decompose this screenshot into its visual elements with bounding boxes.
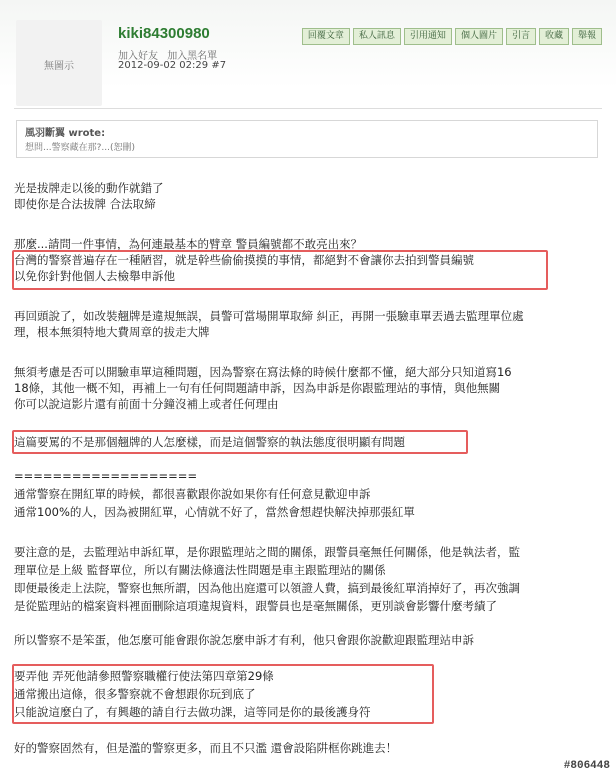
body-line: 光是拔牌走以後的動作就錯了 bbox=[14, 181, 164, 195]
add-blacklist-link[interactable]: 加入黑名單 bbox=[167, 51, 218, 62]
username-link[interactable]: kiki84300980 bbox=[118, 25, 210, 42]
quote-button[interactable]: 引言 bbox=[506, 28, 536, 45]
profile-picture-button[interactable]: 個人圖片 bbox=[455, 28, 503, 45]
watermark: #806448 bbox=[563, 760, 610, 772]
post-floor[interactable]: #7 bbox=[211, 60, 227, 71]
body-line: 通常100%的人，因為被開紅單，心情就不好了，當然會想趕快解決掉那張紅單 bbox=[14, 505, 415, 519]
separator-line: =================== bbox=[14, 469, 198, 483]
body-line: 再回頭說了，如改裝翹牌是違規無誤，員警可當場開單取締 糾正，再開一張驗車單丟過去監理單位處 bbox=[14, 309, 524, 323]
body-line: 台灣的警察普遍存在一種陋習，就是幹些偷偷摸摸的事情，都絕對不會讓你去拍到警員編號 bbox=[14, 253, 474, 267]
report-button[interactable]: 舉報 bbox=[572, 28, 602, 45]
body-line: 通常搬出這條，很多警察就不會想跟你玩到底了 bbox=[14, 687, 256, 701]
body-line: 要弄他 弄死他請參照警察職權行使法第四章第29條 bbox=[14, 669, 274, 683]
body-line: 理單位是上級 監督單位，所以有關法條適法性問題是車主跟監理站的關係 bbox=[14, 563, 386, 577]
body-line: 以免你針對他個人去檢舉申訴他 bbox=[14, 269, 175, 283]
post-actions bbox=[302, 28, 602, 45]
body-line: 理，根本無須特地大費周章的拔走大牌 bbox=[14, 325, 210, 339]
favorite-button[interactable]: 收藏 bbox=[539, 28, 569, 45]
body-line: 是從監理站的檔案資料裡面刪除這項違規資料，跟警員也是毫無關係，更別談會影響什麼考績了 bbox=[14, 599, 497, 613]
post-time: 2012-09-02 02:29 bbox=[118, 60, 209, 71]
highlight-box bbox=[12, 250, 548, 290]
avatar[interactable] bbox=[16, 20, 102, 106]
quote-notify-button[interactable]: 引用通知 bbox=[404, 28, 452, 45]
add-friend-link[interactable]: 加入好友 bbox=[118, 51, 158, 62]
reply-button[interactable]: 回覆文章 bbox=[302, 28, 350, 45]
private-message-button[interactable]: 私人訊息 bbox=[353, 28, 401, 45]
body-line: 即使你是合法拔牌 合法取締 bbox=[14, 197, 156, 211]
quote-author: 風羽斷翼 wrote: bbox=[25, 128, 106, 139]
body-line: 無須考慮是否可以開驗車單這種問題，因為警察在寫法條的時候什麼都不懂，絕大部分只知道寫16 bbox=[14, 365, 512, 379]
body-line: 只能說這麼白了，有興趣的請自行去做功課，這等同是你的最後護身符 bbox=[14, 705, 371, 719]
body-line: 通常警察在開紅單的時候，都很喜歡跟你說如果你有任何意見歡迎申訴 bbox=[14, 487, 371, 501]
highlight-box bbox=[12, 430, 468, 454]
body-line: 所以警察不是笨蛋，他怎麼可能會跟你說怎麼申訴才有利，他只會跟你說歡迎跟監理站申訴 bbox=[14, 633, 474, 647]
avatar-placeholder-text: 無圖示 bbox=[44, 61, 74, 72]
post-meta bbox=[118, 60, 226, 71]
body-line: 你可以說這影片還有前面十分鐘沒補上或者任何理由 bbox=[14, 397, 279, 411]
body-line: 要注意的是，去監理站申訴紅單，是你跟監理站之間的關係，跟警員毫無任何關係，他是執法者，監 bbox=[14, 545, 520, 559]
quote-text: 想問...警察藏在那?...(恕刪) bbox=[25, 143, 135, 153]
highlight-box bbox=[12, 664, 434, 724]
header-divider bbox=[14, 108, 602, 109]
body-line: 即便最後走上法院，警察也無所謂，因為他出庭還可以領證人費，搞到最後紅單消掉好了，再次強調 bbox=[14, 581, 520, 595]
body-line: 好的警察固然有，但是濫的警察更多，而且不只濫 還會設陷阱框你跳進去！ bbox=[14, 741, 398, 755]
body-line: 這篇要罵的不是那個翹牌的人怎麼樣，而是這個警察的執法態度很明顯有問題 bbox=[14, 435, 405, 449]
body-line: 那麼...請問一件事情，為何連最基本的臂章 警員編號都不敢亮出來？ bbox=[14, 237, 363, 251]
body-line: 18條，其他一概不知，再補上一句有任何問題請申訴，因為申訴是你跟監理站的事情，與他無關 bbox=[14, 381, 501, 395]
quote-block bbox=[16, 120, 598, 158]
